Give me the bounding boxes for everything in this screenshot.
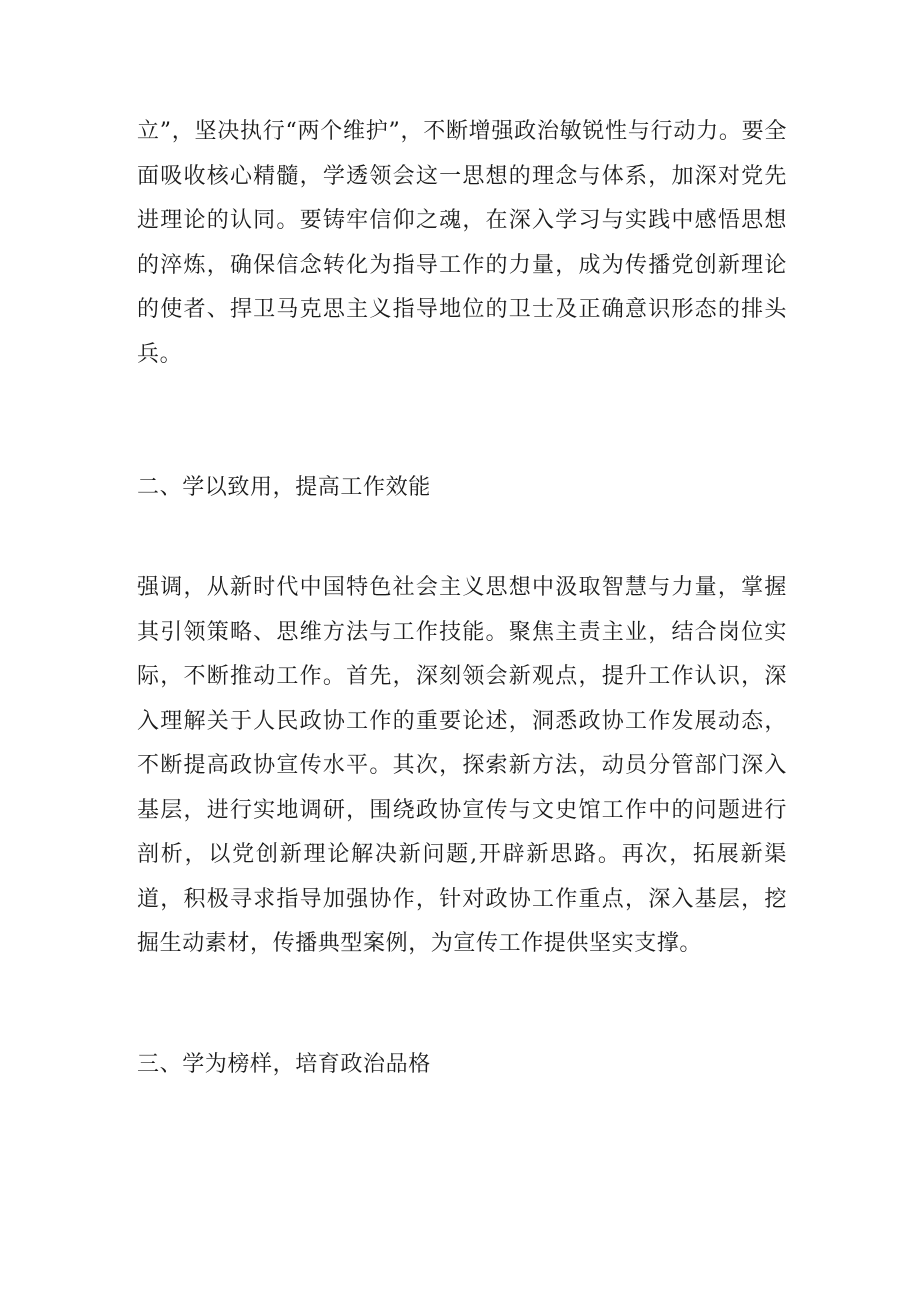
section-heading: 二、学以致用，提高工作效能 xyxy=(137,475,431,500)
body-paragraph: 强调，从新时代中国特色社会主义思想中汲取智慧与力量，掌握其引领策略、思维方法与工作技能。聚焦主责主业，结合岗位实际，不断推动工作。首先，深刻领会新观点，提升工作认识，深入理解关于人民政协工作的重要论述，洞悉政协工作发展动态，不断提高政协宣传水平。其次，探索新方法，动员分管部门深入基层，进行实地调研，围绕政协宣传与文史馆工作中的问题进行剖析，以党创新理论解决新问题,开辟新思路。再次，拓展新渠道，积极寻求指导加强协作，针对政协工作重点，深入基层，挖掘生动素材，传播典型案例，为宣传工作提供坚实支撑。 xyxy=(137,575,787,956)
body-paragraph: 立”，坚决执行“两个维护”，不断增强政治敏锐性与行动力。要全面吸收核心精髓，学透领会这一思想的理念与体系，加深对党先进理论的认同。要铸牢信仰之魂，在深入学习与实践中感悟思想的淬炼，确保信念转化为指导工作的力量，成为传播党创新理论的使者、捍卫马克思主义指导地位的卫士及正确意识形态的排头兵。 xyxy=(137,119,787,367)
section-heading: 三、学为榜样，培育政治品格 xyxy=(137,1052,431,1077)
